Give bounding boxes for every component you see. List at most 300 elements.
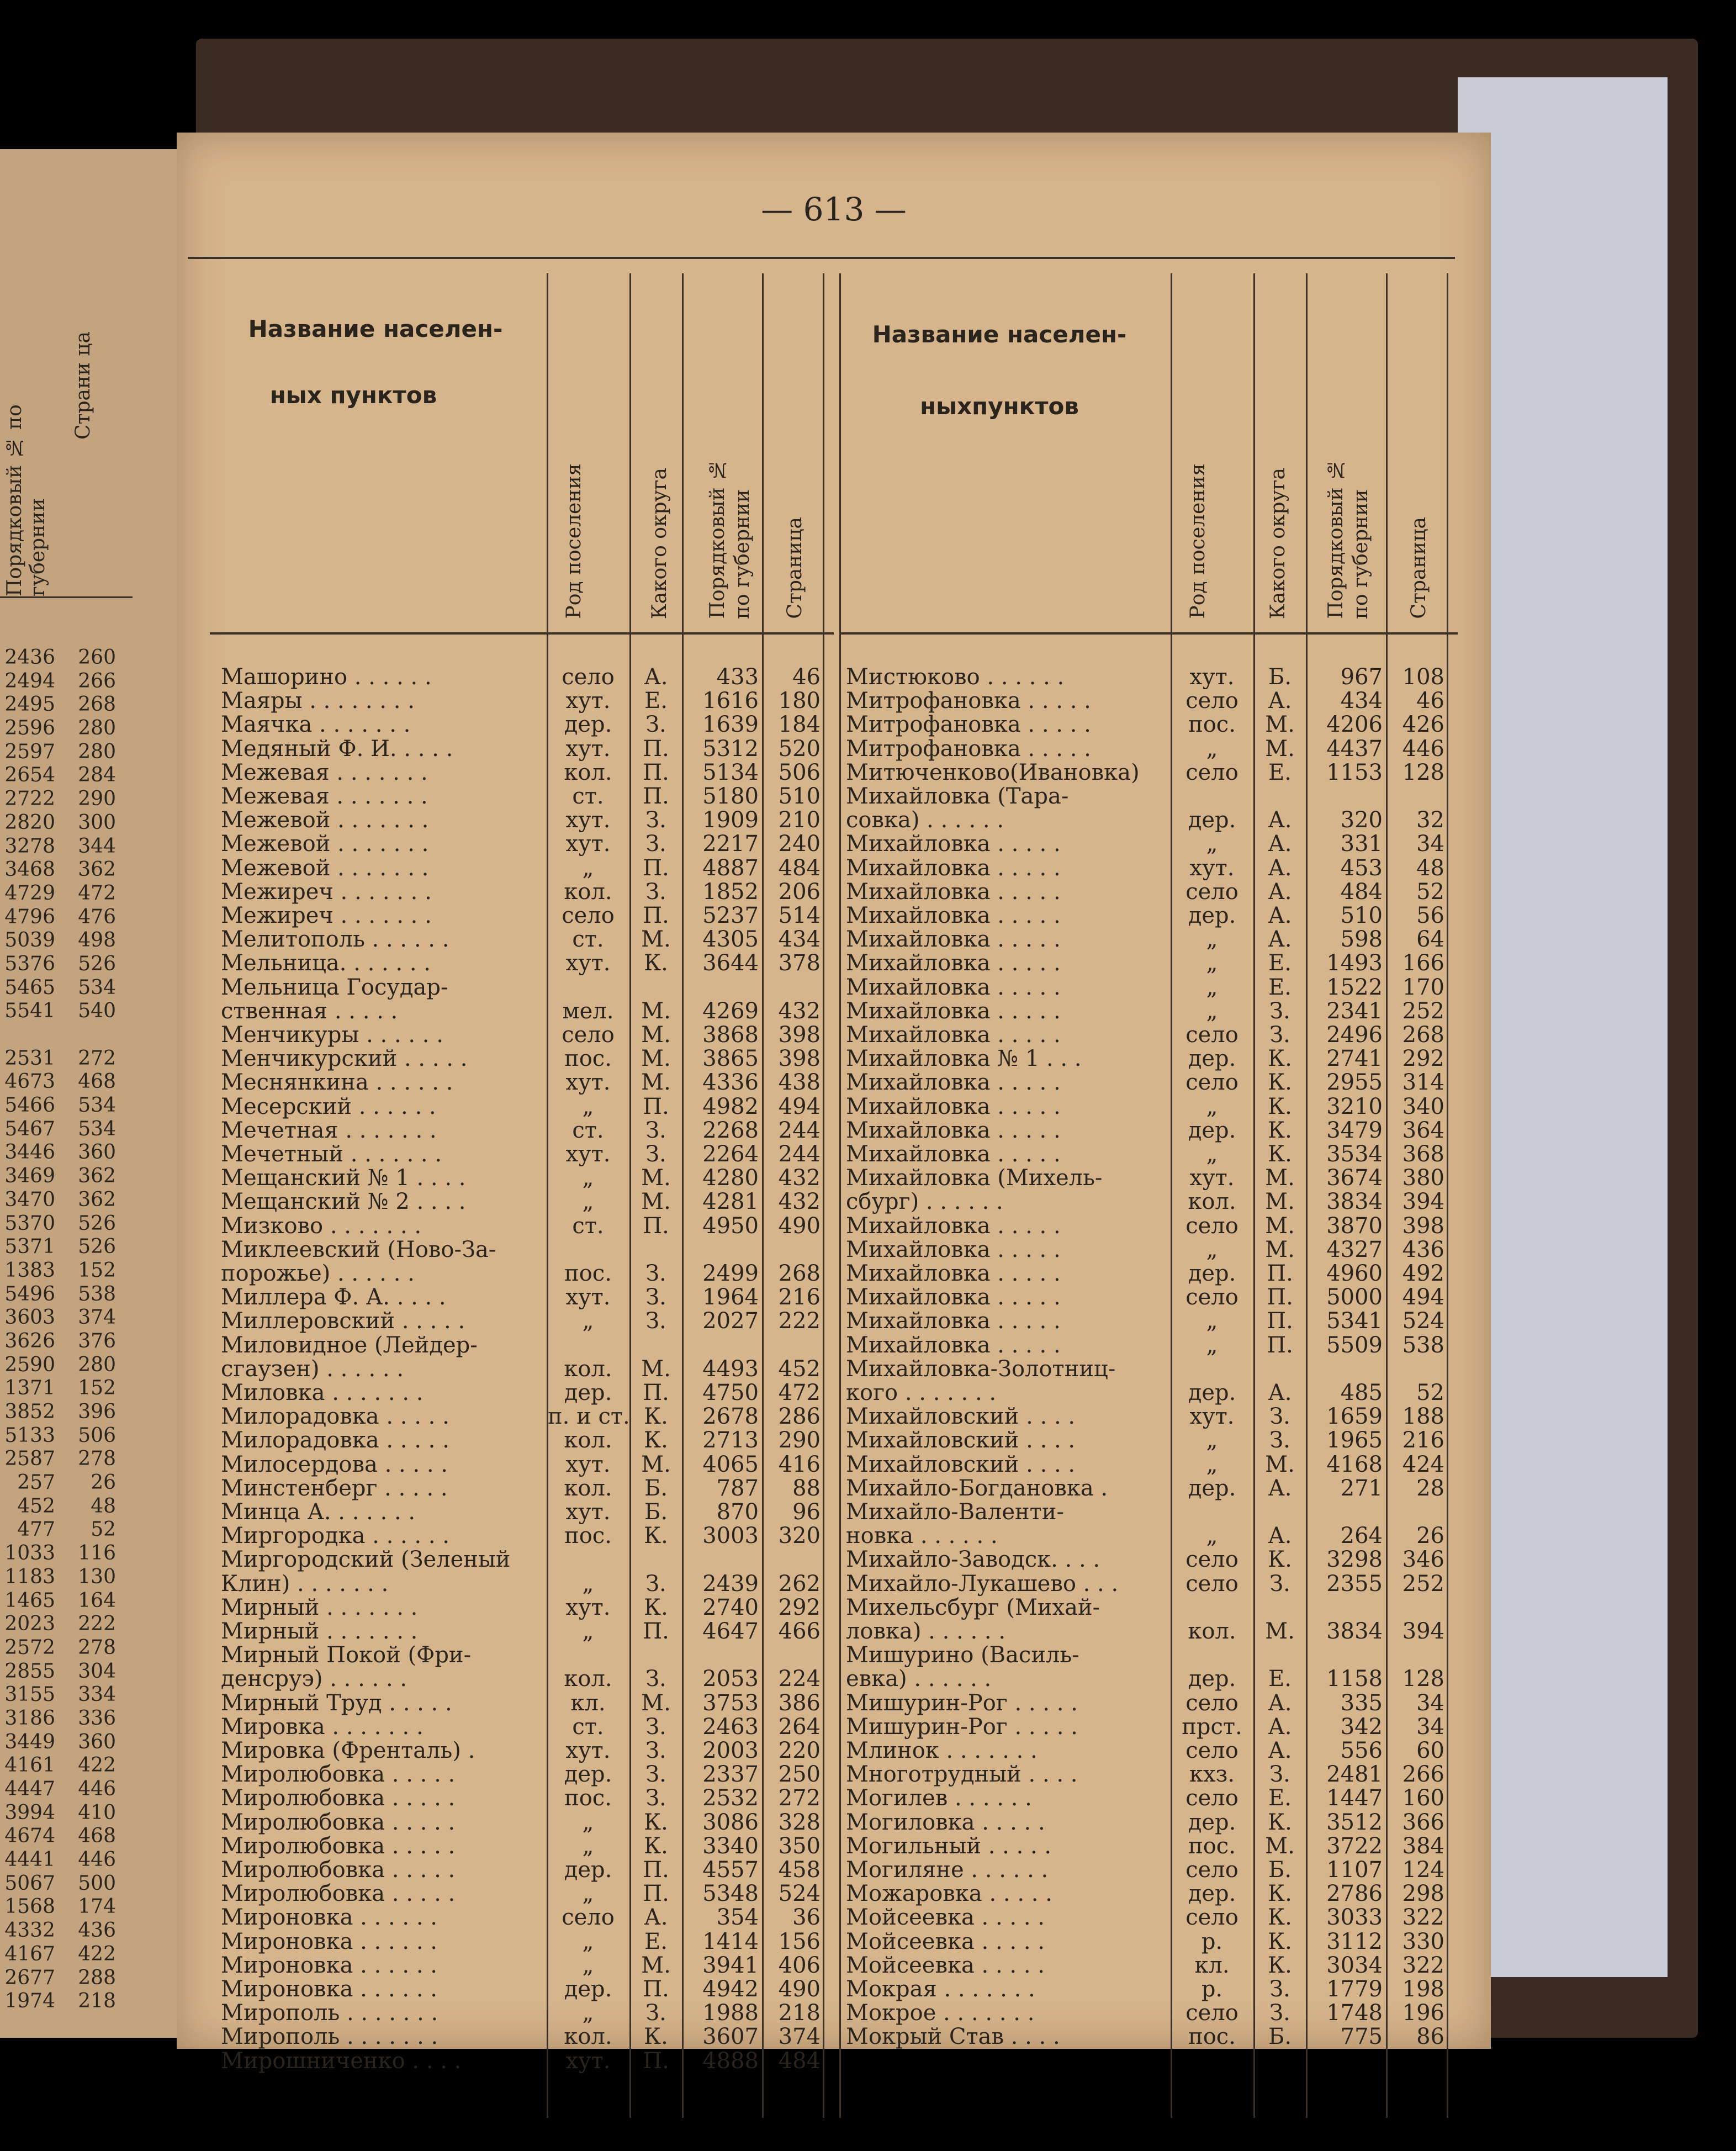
cell-num: 2053 [702,1666,759,1692]
cell-pg: 490 [778,1213,821,1239]
table-row [839,1047,1447,1071]
left-page-page: 376 [78,1329,116,1352]
cell-okr: З. [645,807,666,833]
table-row [839,761,1447,785]
cell-num: 1447 [1326,1785,1383,1811]
cell-okr: З. [645,1117,666,1143]
table-row [210,665,823,689]
left-page-row [0,1000,133,1023]
left-page-num: 4167 [4,1942,55,1965]
table-row [839,737,1447,761]
cell-okr: Е. [1268,1785,1292,1811]
cell-name: Мокрое . . . . . . . [846,2001,1035,2026]
cell-rod: пос. [1188,2024,1236,2050]
cell-rod: „ [1206,1332,1218,1358]
table-row [210,1190,823,1214]
table-row [210,1334,823,1357]
left-page-num: 2722 [4,788,55,811]
left-page-page: 152 [78,1377,116,1400]
cell-name: Миролюбовка . . . . . [221,1810,456,1835]
cell-pg: 510 [778,784,821,809]
cell-num: 2532 [702,1785,759,1811]
cell-num: 1522 [1326,974,1383,1000]
left-page-page: 468 [78,1070,116,1093]
cell-name: Михайло-Лукашево . . . [846,1572,1119,1596]
cell-okr: П. [1267,1285,1293,1310]
cell-rod: кхз. [1189,1762,1235,1788]
header-name-line2: ныхпунктов [920,393,1079,420]
cell-okr: А. [644,1905,668,1931]
cell-okr: П. [643,1976,669,2002]
cell-okr: К. [1268,1070,1292,1096]
cell-pg: 298 [1402,1881,1444,1907]
cell-pg: 180 [778,688,821,714]
cell-okr: А. [1268,1738,1292,1763]
cell-rod: кол. [564,759,612,785]
cell-name: Мировка (Френталь) . [221,1739,475,1763]
cell-rod: „ [1206,950,1218,976]
table-row [839,857,1447,880]
table-left [210,273,834,2151]
cell-num: 342 [1340,1714,1383,1740]
cell-okr: З. [645,879,666,905]
cell-name: Мироновка . . . . . . [221,1930,437,1954]
cell-name: Михайловский . . . . [846,1405,1076,1429]
cell-okr: З. [645,1785,666,1811]
cell-name: Могиляне . . . . . . [846,1858,1049,1882]
cell-pg: 426 [1402,712,1444,738]
cell-okr: К. [644,2024,668,2050]
cell-rod: дер. [1188,1475,1236,1501]
cell-name: Мирный . . . . . . . [221,1595,418,1620]
cell-okr: П. [643,784,669,809]
cell-pg: 266 [1402,1762,1444,1788]
cell-num: 4065 [702,1451,759,1477]
cell-okr: К. [1268,1093,1292,1119]
cell-rod: дер. [1188,1117,1236,1143]
cell-okr: К. [644,1404,668,1430]
cell-num: 1852 [702,879,759,905]
left-page-header [0,243,133,598]
left-page-row [0,1023,133,1047]
cell-rod: кл. [570,1690,606,1716]
cell-rod: „ [582,1165,594,1191]
cell-num: 1493 [1326,950,1383,976]
cell-rod: кол. [564,879,612,905]
cell-okr: З. [645,1308,666,1334]
cell-name: Мелитополь . . . . . . [221,928,449,952]
left-page-page: 362 [78,1165,116,1188]
cell-num: 3644 [702,950,759,976]
cell-rod: село [562,1022,615,1048]
cell-okr: З. [645,831,666,857]
left-page-num: 1033 [4,1542,55,1565]
left-page-row [0,858,133,882]
left-page-num: 4673 [4,1070,55,1093]
cell-num: 4942 [702,1976,759,2002]
cell-name: Мельница. . . . . . . [221,952,431,976]
cell-num: 598 [1340,927,1383,953]
cell-num: 3865 [702,1046,759,1072]
left-page-row [0,906,133,929]
table-row [839,1882,1447,1906]
left-page-page: 48 [91,1494,116,1518]
left-header-num: Порядковый № по губернии [3,404,49,596]
left-page-page: 498 [78,929,116,952]
cell-name: Михайло-Заводск. . . . [846,1548,1100,1572]
cell-okr: К. [1268,1952,1292,1978]
cell-num: 5237 [702,903,759,928]
cell-num: 4280 [702,1165,759,1191]
cell-num: 453 [1340,855,1383,881]
cell-pg: 446 [1402,736,1444,762]
cell-okr: З. [1269,1404,1290,1430]
cell-name: Мишурино (Василь- [846,1643,1079,1668]
cell-okr: М. [1265,1236,1295,1262]
left-page-num: 2654 [4,764,55,787]
cell-pg: 264 [778,1714,821,1740]
cell-pg: 108 [1402,664,1444,690]
cell-num: 1964 [702,1285,759,1310]
cell-name: Мирополь . . . . . . . [221,2001,438,2026]
cell-name: Клин) . . . . . . . [221,1572,389,1596]
cell-rod: „ [582,1571,594,1597]
table-row [210,689,823,713]
cell-okr: М. [641,1451,671,1477]
table-row [210,952,823,975]
table-row [839,1214,1447,1238]
cell-okr: Б. [644,1475,668,1501]
cell-rod: „ [582,1189,594,1215]
cell-rod: „ [1206,1451,1218,1477]
table-row [839,1739,1447,1763]
cell-name: Мистюково . . . . . . [846,665,1065,689]
cell-name: Мещанский № 2 . . . . [221,1190,466,1214]
cell-num: 3479 [1326,1117,1383,1143]
cell-okr: П. [643,1881,669,1907]
cell-rod: „ [1206,1093,1218,1119]
cell-rod: „ [582,1809,594,1835]
cell-name: Миллера Ф. А. . . . . [221,1286,446,1310]
cell-num: 2439 [702,1571,759,1597]
left-header-page: Страни ца [72,331,94,440]
cell-pg: 472 [778,1380,821,1405]
cell-name: Михайловка-Золотниц- [846,1357,1116,1381]
cell-name: Милосердова . . . . . [221,1452,448,1477]
cell-pg: 272 [778,1785,821,1811]
cell-name: Михельсбург (Михай- [846,1595,1100,1620]
left-page-page: 290 [78,788,116,811]
cell-rod: „ [582,855,594,881]
header-num-1: Порядковый № [1325,458,1347,619]
cell-okr: П. [643,759,669,785]
table-row [839,1381,1447,1405]
cell-pg: 386 [778,1690,821,1716]
cell-pg: 170 [1402,974,1444,1000]
cell-num: 320 [1340,807,1383,833]
cell-num: 3512 [1326,1809,1383,1835]
cell-pg: 432 [778,1165,821,1191]
cell-name: Михайловка . . . . . [846,975,1061,1000]
cell-num: 3534 [1326,1141,1383,1167]
cell-rod: кол. [564,1475,612,1501]
cell-rod: хут. [565,1738,611,1763]
cell-pg: 514 [778,903,821,928]
cell-name: Мокрая . . . . . . . [846,1978,1035,2001]
left-page-num: 1974 [4,1990,55,2013]
left-page-page: 538 [78,1282,116,1306]
left-page-num: 3449 [4,1730,55,1753]
cell-name: Миролюбовка . . . . . [221,1787,456,1811]
cell-num: 2496 [1326,1022,1383,1048]
cell-num: 264 [1340,1523,1383,1549]
left-page-num: 2855 [4,1660,55,1683]
cell-pg: 34 [1416,1690,1444,1716]
cell-pg: 290 [778,1428,821,1454]
cell-rod: пос. [564,1046,612,1072]
cell-okr: З. [645,1738,666,1763]
table-row [839,1787,1447,1810]
cell-name: Мещанский № 1 . . . . [221,1166,466,1191]
cell-name: евка) . . . . . . [846,1667,992,1692]
cell-okr: К. [644,1523,668,1549]
cell-okr: К. [1268,1141,1292,1167]
cell-pg: 438 [778,1070,821,1096]
cell-name: Мечетная . . . . . . . [221,1118,437,1143]
cell-okr: М. [641,1022,671,1048]
cell-name: Млинок . . . . . . . [846,1739,1038,1763]
cell-rod: село [1185,1857,1239,1883]
cell-num: 787 [716,1475,759,1501]
cell-num: 5000 [1326,1285,1383,1310]
left-page-num: 3852 [4,1400,55,1423]
cell-okr: М. [1265,736,1295,762]
cell-rod: „ [582,1833,594,1859]
cell-name: Михайловка № 1 . . . [846,1047,1082,1071]
left-page-row [0,1471,133,1495]
table-row [839,808,1447,832]
table-row [839,1429,1447,1452]
left-page-num: 2587 [4,1447,55,1471]
cell-pg: 224 [778,1666,821,1692]
left-page-row [0,741,133,764]
cell-rod: село [562,1905,615,1931]
left-page-page: 540 [78,1000,116,1023]
cell-name: Михайловка . . . . . [846,1023,1061,1047]
table-row [210,1763,823,1787]
left-page-num: 5496 [4,1282,55,1306]
cell-rod: хут. [565,1451,611,1477]
left-page-row [0,1801,133,1825]
main-page [177,133,1491,2074]
cell-okr: Е. [644,688,668,714]
table-row [210,1954,823,1978]
cell-name: Михайловка . . . . . [846,1286,1061,1310]
cell-name: Могильный . . . . . [846,1834,1052,1858]
table-row [210,904,823,928]
table-right [839,273,1463,2151]
cell-rod: село [1185,759,1239,785]
cell-okr: М. [1265,1189,1295,1215]
cell-name: Меснянкина . . . . . . [221,1071,453,1095]
cell-pg: 128 [1402,1666,1444,1692]
cell-okr: З. [645,1571,666,1597]
table-row [839,1023,1447,1047]
cell-pg: 46 [792,664,821,690]
cell-pg: 384 [1402,1833,1444,1859]
left-page-row [0,1589,133,1613]
table-row [839,1309,1447,1333]
left-page-row [0,1118,133,1141]
table-row [839,1000,1447,1023]
cell-rod: хут. [565,2048,611,2074]
table-row [210,1739,823,1763]
cell-okr: К. [644,1428,668,1454]
cell-name: Мишурин-Рог . . . . . [846,1691,1078,1715]
cell-num: 1779 [1326,1976,1383,2002]
cell-pg: 434 [778,927,821,953]
left-page-row [0,1542,133,1566]
cell-rod: ст. [572,1714,604,1740]
cell-okr: М. [1265,1213,1295,1239]
cell-okr: К. [644,1809,668,1835]
table-row [210,1620,823,1643]
cell-okr: К. [1268,1905,1292,1931]
cell-name: Михайло-Богдановка . [846,1476,1108,1500]
table-row [839,976,1447,1000]
cell-rod: п. и ст. [548,1404,630,1430]
cell-pg: 492 [1402,1261,1444,1286]
cell-name: Мишурин-Рог . . . . . [846,1715,1078,1739]
cell-num: 1748 [1326,2000,1383,2026]
table-row [839,1190,1447,1214]
left-page-page: 164 [78,1589,116,1612]
cell-num: 1639 [702,712,759,738]
cell-num: 2341 [1326,998,1383,1024]
cell-rod: „ [582,1881,594,1907]
cell-name: Мирный . . . . . . . [221,1620,418,1643]
cell-name: Минца А. . . . . . . [221,1500,416,1524]
cell-name: Миролюбовка . . . . . [221,1834,456,1858]
cell-rod: хут. [1189,855,1235,881]
table-row [210,1357,823,1381]
cell-okr: Б. [644,1499,668,1525]
table-row [839,1620,1447,1643]
cell-rod: дер. [564,1857,612,1883]
cell-name: Михайловка . . . . . [846,1143,1061,1166]
cell-name: ственная . . . . . [221,999,398,1023]
left-page-page: 472 [78,881,116,905]
cell-okr: З. [645,1714,666,1740]
cell-name: Мечетный . . . . . . . [221,1143,442,1166]
cell-name: порожье) . . . . . . [221,1262,415,1286]
col-divider [823,273,824,2118]
cell-pg: 26 [1416,1523,1444,1549]
left-page-page: 468 [78,1825,116,1848]
left-page-page: 152 [78,1259,116,1282]
cell-pg: 432 [778,1189,821,1215]
cell-rod: дер. [1188,903,1236,928]
cell-num: 3034 [1326,1952,1383,1978]
left-page-row [0,1212,133,1236]
cell-rod: хут. [565,736,611,762]
cell-okr: Е. [1268,950,1292,976]
cell-okr: З. [645,2000,666,2026]
cell-okr: К. [644,950,668,976]
cell-num: 2217 [702,831,759,857]
cell-name: Межиреч . . . . . . . [221,880,432,904]
left-page-page: 26 [91,1471,116,1494]
cell-num: 556 [1340,1738,1383,1763]
left-page-row [0,1447,133,1471]
cell-num: 5509 [1326,1332,1383,1358]
cell-pg: 490 [778,1976,821,2002]
cell-pg: 330 [1402,1928,1444,1954]
cell-okr: З. [1269,1428,1290,1454]
table-row [210,1000,823,1023]
left-page-num: 1383 [4,1259,55,1282]
left-page-page: 260 [78,646,116,669]
cell-name: Мирный Покой (Фри- [221,1643,472,1668]
table-row [210,1095,823,1119]
table-row [210,1596,823,1620]
table-row [839,1477,1447,1500]
cell-rod: „ [582,1093,594,1119]
cell-name: Машорино . . . . . . [221,665,432,689]
cell-name: Митрофановка . . . . . [846,713,1091,737]
left-page-page: 526 [78,1212,116,1235]
cell-name: Мирополь . . . . . . . [221,2025,438,2049]
cell-num: 1965 [1326,1428,1383,1454]
cell-rod: кол. [564,1666,612,1692]
cell-rod: село [1185,1905,1239,1931]
table-row [210,1214,823,1238]
left-page-page: 300 [78,811,116,834]
cell-num: 433 [716,664,759,690]
cell-num: 485 [1340,1380,1383,1405]
cell-name: новка . . . . . . [846,1524,998,1548]
left-page-page: 506 [78,1424,116,1447]
left-page-num: 2436 [4,646,55,669]
cell-rod: кол. [1188,1619,1236,1644]
cell-num: 2499 [702,1261,759,1286]
left-page-page: 288 [78,1966,116,1989]
cell-name: кого . . . . . . . [846,1381,997,1405]
cell-num: 2741 [1326,1046,1383,1072]
cell-name: Маячка . . . . . . . [221,713,411,737]
left-page-num: 2495 [4,693,55,716]
table-row [210,1238,823,1262]
cell-rod: село [562,903,615,928]
cell-okr: П. [1267,1332,1293,1358]
left-page-num: 452 [17,1494,55,1518]
cell-okr: М. [641,998,671,1024]
cell-rod: „ [1206,736,1218,762]
cell-name: Могилев . . . . . . [846,1787,1032,1811]
cell-num: 434 [1340,688,1383,714]
cell-pg: 374 [778,2024,821,2050]
cell-rod: село [1185,1785,1239,1811]
table-row [210,1858,823,1882]
table-row [839,1978,1447,2001]
cell-num: 3870 [1326,1213,1383,1239]
cell-num: 1107 [1326,1857,1383,1883]
cell-num: 2740 [702,1594,759,1620]
table-row [839,1262,1447,1286]
table-row [839,1858,1447,1882]
left-page-num: 5371 [4,1235,55,1259]
table-row [210,928,823,952]
